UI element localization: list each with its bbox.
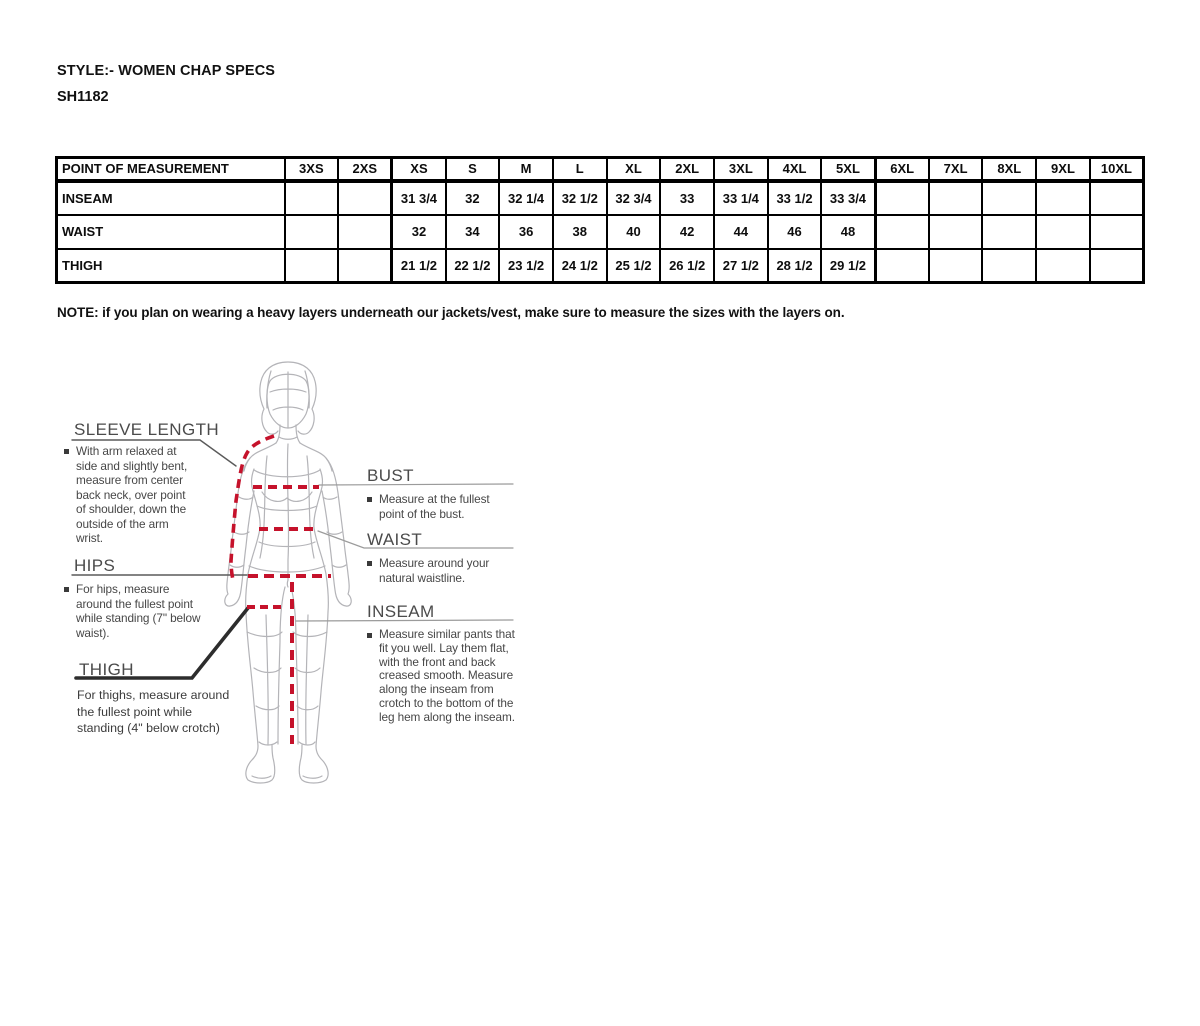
figure-face: [267, 374, 309, 428]
sleeve-length-text: With arm relaxed at side and slightly bent, measure from center back neck, over point of shoulder, down the outside of the arm wrist.: [76, 444, 188, 545]
size-spec-table-wrap: [55, 156, 1145, 284]
size-value-cell: 33 3/4: [821, 181, 875, 215]
col-header-size-s: S: [446, 158, 500, 181]
size-value-cell: 32: [446, 181, 500, 215]
col-header-size-5xl: 5XL: [821, 158, 875, 181]
figure-torso-mesh: [249, 444, 325, 580]
figure-torso-left: [246, 469, 261, 612]
sleeve-measure-line: [231, 436, 274, 580]
thigh-section: [77, 687, 241, 737]
size-value-cell: 34: [446, 215, 500, 249]
bust-section: [366, 492, 504, 521]
size-value-cell: 28 1/2: [768, 249, 822, 283]
size-value-cell: 32: [392, 215, 446, 249]
col-header-size-3xl: 3XL: [714, 158, 768, 181]
size-value-cell: [338, 181, 392, 215]
size-value-cell: 21 1/2: [392, 249, 446, 283]
col-header-size-10xl: 10XL: [1090, 158, 1144, 181]
inseam-title: INSEAM: [367, 602, 435, 621]
size-value-cell: [1090, 249, 1144, 283]
bullet-square-icon: [64, 449, 69, 454]
bust-text: Measure at the fullest point of the bust.: [379, 492, 490, 521]
style-title: STYLE:- WOMEN CHAP SPECS: [57, 63, 276, 79]
col-header-size-2xl: 2XL: [660, 158, 714, 181]
size-value-cell: [1036, 181, 1090, 215]
size-value-cell: [875, 181, 929, 215]
figure-arm-mesh: [230, 497, 346, 567]
figure-left-arm: [225, 458, 254, 606]
size-value-cell: [982, 249, 1036, 283]
size-value-cell: 26 1/2: [660, 249, 714, 283]
figure-left-foot: [246, 745, 275, 783]
size-value-cell: 33 1/2: [768, 181, 822, 215]
col-header-size-6xl: 6XL: [875, 158, 929, 181]
sleeve-length-title: SLEEVE LENGTH: [74, 420, 220, 439]
size-value-cell: [929, 181, 983, 215]
size-value-cell: [1036, 215, 1090, 249]
col-header-size-8xl: 8XL: [982, 158, 1036, 181]
bullet-square-icon: [64, 587, 69, 592]
size-value-cell: 46: [768, 215, 822, 249]
size-value-cell: [1036, 249, 1090, 283]
hips-text: For hips, measure around the fullest point while standing (7" below waist).: [76, 582, 201, 640]
size-value-cell: [338, 249, 392, 283]
size-value-cell: 40: [607, 215, 661, 249]
col-header-size-4xl: 4XL: [768, 158, 822, 181]
figure-right-foot: [299, 745, 328, 783]
table-row-waist: [57, 215, 1144, 249]
note-text: NOTE: if you plan on wearing a heavy layers underneath our jackets/vest, make sure to measure the sizes with the layers on.: [57, 305, 845, 320]
size-value-cell: 32 3/4: [607, 181, 661, 215]
bullet-square-icon: [367, 561, 372, 566]
size-value-cell: 32 1/2: [553, 181, 607, 215]
thigh-text: For thighs, measure around the fullest point while standing (4" below crotch): [77, 688, 230, 735]
figure-right-leg: [291, 587, 328, 746]
col-header-size-3xs: 3XS: [285, 158, 339, 181]
col-header-size-xs: XS: [392, 158, 446, 181]
bullet-square-icon: [367, 633, 372, 638]
waist-section: [366, 556, 496, 585]
size-value-cell: [1090, 215, 1144, 249]
bust-title: BUST: [367, 466, 414, 485]
size-value-cell: 48: [821, 215, 875, 249]
col-header-size-l: L: [553, 158, 607, 181]
size-value-cell: [338, 215, 392, 249]
size-value-cell: 22 1/2: [446, 249, 500, 283]
col-header-size-m: M: [499, 158, 553, 181]
size-value-cell: 29 1/2: [821, 249, 875, 283]
bullet-square-icon: [367, 497, 372, 502]
size-value-cell: 31 3/4: [392, 181, 446, 215]
row-label: INSEAM: [57, 181, 285, 215]
inseam-text: Measure similar pants that fit you well. Lay them flat, with the front and back creased smooth. Measure along the inseam from crotch to the bottom of the leg hem along the inseam.: [379, 627, 515, 724]
col-header-point-of-measurement: POINT OF MEASUREMENT: [57, 158, 285, 181]
col-header-size-2xs: 2XS: [338, 158, 392, 181]
size-value-cell: 42: [660, 215, 714, 249]
size-value-cell: 27 1/2: [714, 249, 768, 283]
figure-leg-mesh: [247, 580, 327, 778]
col-header-size-7xl: 7XL: [929, 158, 983, 181]
wireframe-figure: [225, 362, 351, 783]
style-code: SH1182: [57, 89, 109, 105]
hips-title: HIPS: [74, 556, 116, 575]
table-row-inseam: [57, 181, 1144, 215]
figure-shoulders: [244, 443, 332, 471]
size-value-cell: [875, 215, 929, 249]
size-value-cell: 24 1/2: [553, 249, 607, 283]
hips-section: [63, 582, 206, 640]
waist-title: WAIST: [367, 530, 423, 549]
figure-face-grid: [267, 371, 310, 428]
inseam-section: [366, 628, 518, 725]
size-value-cell: 25 1/2: [607, 249, 661, 283]
size-value-cell: 38: [553, 215, 607, 249]
size-value-cell: [982, 215, 1036, 249]
size-value-cell: 33: [660, 181, 714, 215]
size-value-cell: [285, 215, 339, 249]
size-value-cell: [982, 181, 1036, 215]
figure-neck: [276, 425, 300, 443]
size-value-cell: 36: [499, 215, 553, 249]
size-spec-table: [55, 156, 1145, 284]
size-value-cell: [875, 249, 929, 283]
measurement-lines: [231, 436, 331, 744]
row-label: WAIST: [57, 215, 285, 249]
size-value-cell: [929, 249, 983, 283]
size-value-cell: 44: [714, 215, 768, 249]
waist-text: Measure around your natural waistline.: [379, 556, 490, 585]
row-label: THIGH: [57, 249, 285, 283]
table-header-row: [57, 158, 1144, 181]
sleeve-length-section: [63, 444, 193, 546]
col-header-size-xl: XL: [607, 158, 661, 181]
figure-hair: [260, 362, 316, 434]
size-value-cell: [285, 249, 339, 283]
figure-torso-right: [314, 469, 329, 612]
size-value-cell: [1090, 181, 1144, 215]
col-header-size-9xl: 9XL: [1036, 158, 1090, 181]
figure-left-leg: [246, 587, 285, 746]
thigh-title: THIGH: [79, 660, 134, 679]
size-value-cell: 32 1/4: [499, 181, 553, 215]
bust-underline-connector: [319, 484, 513, 485]
figure-right-arm: [322, 458, 351, 606]
size-value-cell: [285, 181, 339, 215]
table-row-thigh: [57, 249, 1144, 283]
size-value-cell: 23 1/2: [499, 249, 553, 283]
size-value-cell: 33 1/4: [714, 181, 768, 215]
size-value-cell: [929, 215, 983, 249]
